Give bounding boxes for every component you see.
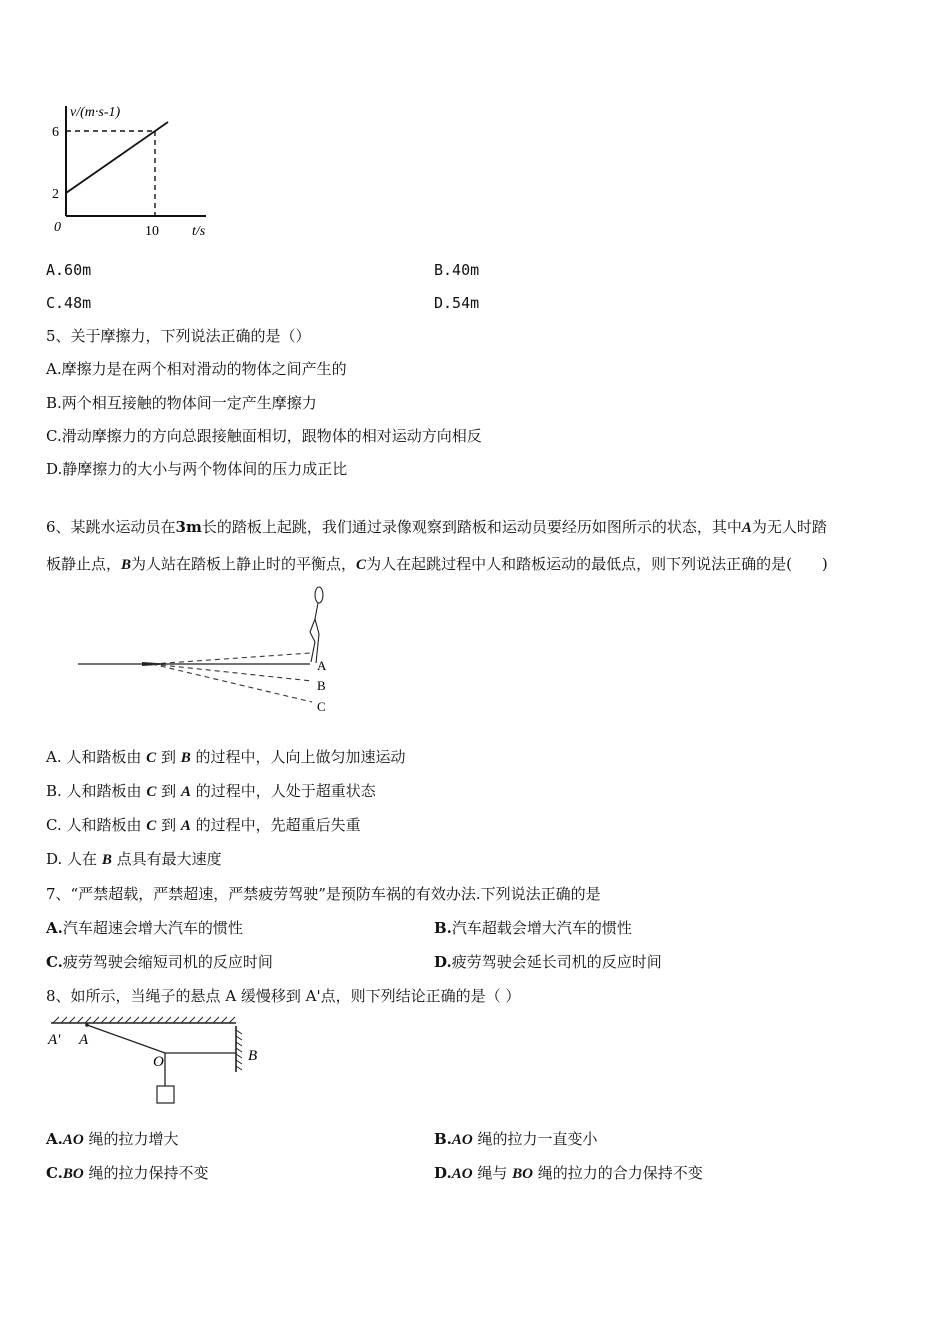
label-b: B bbox=[248, 1048, 258, 1064]
q4-option-b: B.40m bbox=[434, 261, 480, 279]
q7-option-b: B.汽车超载会增大汽车的惯性 bbox=[434, 919, 632, 937]
q6-option-a: A. 人和踏板由 C 到 B 的过程中，人向上做匀加速运动 bbox=[46, 748, 406, 766]
y-tick-6: 6 bbox=[52, 125, 59, 140]
board-line-c bbox=[152, 664, 312, 702]
rope-tension-figure bbox=[45, 1012, 270, 1110]
rope-ao bbox=[87, 1025, 165, 1053]
board-line-upper bbox=[152, 653, 310, 664]
q6-stem-line1: 6、某跳水运动员在3m长的踏板上起跳，我们通过录像观察到踏板和运动员要经历如图所示的状态，其中A为无人时踏 bbox=[46, 518, 827, 536]
q7-option-a: A.汽车超速会增大汽车的惯性 bbox=[46, 919, 243, 937]
diver-figure bbox=[310, 587, 323, 663]
label-c: C bbox=[317, 699, 326, 714]
q6-option-c: C. 人和踏板由 C 到 A 的过程中，先超重后失重 bbox=[46, 816, 361, 834]
origin-label: 0 bbox=[54, 220, 61, 235]
label-b: B bbox=[317, 678, 326, 693]
q7-stem: 7、“严禁超载，严禁超速，严禁疲劳驾驶”是预防车祸的有效办法.下列说法正确的是 bbox=[46, 885, 601, 903]
q5-option-a: A.摩擦力是在两个相对滑动的物体之间产生的 bbox=[46, 360, 347, 378]
q5-option-c: C.滑动摩擦力的方向总跟接触面相切，跟物体的相对运动方向相反 bbox=[46, 427, 482, 445]
velocity-line bbox=[66, 122, 168, 193]
q5-option-b: B.两个相互接触的物体间一定产生摩擦力 bbox=[46, 394, 317, 412]
velocity-time-graph bbox=[50, 98, 230, 240]
board-line-b bbox=[152, 664, 312, 681]
q8-option-d: D.AO 绳与 BO 绳的拉力的合力保持不变 bbox=[434, 1164, 703, 1182]
q4-option-d: D.54m bbox=[434, 294, 480, 312]
ceiling-hatch bbox=[51, 1017, 236, 1023]
q6-option-d: D. 人在 B 点具有最大速度 bbox=[46, 850, 222, 868]
q4-option-a: A.60m bbox=[46, 261, 92, 279]
diving-board-figure bbox=[72, 584, 342, 719]
q7-option-c: C.疲劳驾驶会缩短司机的反应时间 bbox=[46, 953, 273, 971]
q8-option-b: B.AO 绳的拉力一直变小 bbox=[434, 1130, 598, 1148]
x-axis-label: t/s bbox=[192, 224, 206, 239]
label-o: O bbox=[153, 1054, 164, 1070]
q8-option-c: C.BO 绳的拉力保持不变 bbox=[46, 1164, 209, 1182]
q8-option-a: A.AO 绳的拉力增大 bbox=[46, 1130, 179, 1148]
q4-option-c: C.48m bbox=[46, 294, 92, 312]
q5-stem: 5、关于摩擦力，下列说法正确的是（） bbox=[46, 327, 311, 345]
q7-option-d: D.疲劳驾驶会延长司机的反应时间 bbox=[434, 953, 662, 971]
wall-hatch bbox=[236, 1026, 242, 1072]
q6-stem-line2: 板静止点，B为人站在踏板上静止时的平衡点，C为人在起跳过程中人和踏板运动的最低点，则下列说法正确的是( ) bbox=[46, 555, 828, 573]
hanging-block bbox=[157, 1086, 174, 1103]
y-tick-2: 2 bbox=[52, 187, 59, 202]
q5-option-d: D.静摩擦力的大小与两个物体间的压力成正比 bbox=[46, 460, 348, 478]
x-tick-10: 10 bbox=[145, 224, 159, 239]
q8-stem: 8、如所示，当绳子的悬点 A 缓慢移到 A'点，则下列结论正确的是（ ） bbox=[46, 987, 521, 1005]
label-a-prime: A' bbox=[48, 1032, 61, 1048]
label-a: A bbox=[317, 658, 327, 673]
q6-option-b: B. 人和踏板由 C 到 A 的过程中，人处于超重状态 bbox=[46, 782, 376, 800]
label-a: A bbox=[79, 1032, 89, 1048]
y-axis-label: v/(m·s-1) bbox=[70, 105, 121, 120]
